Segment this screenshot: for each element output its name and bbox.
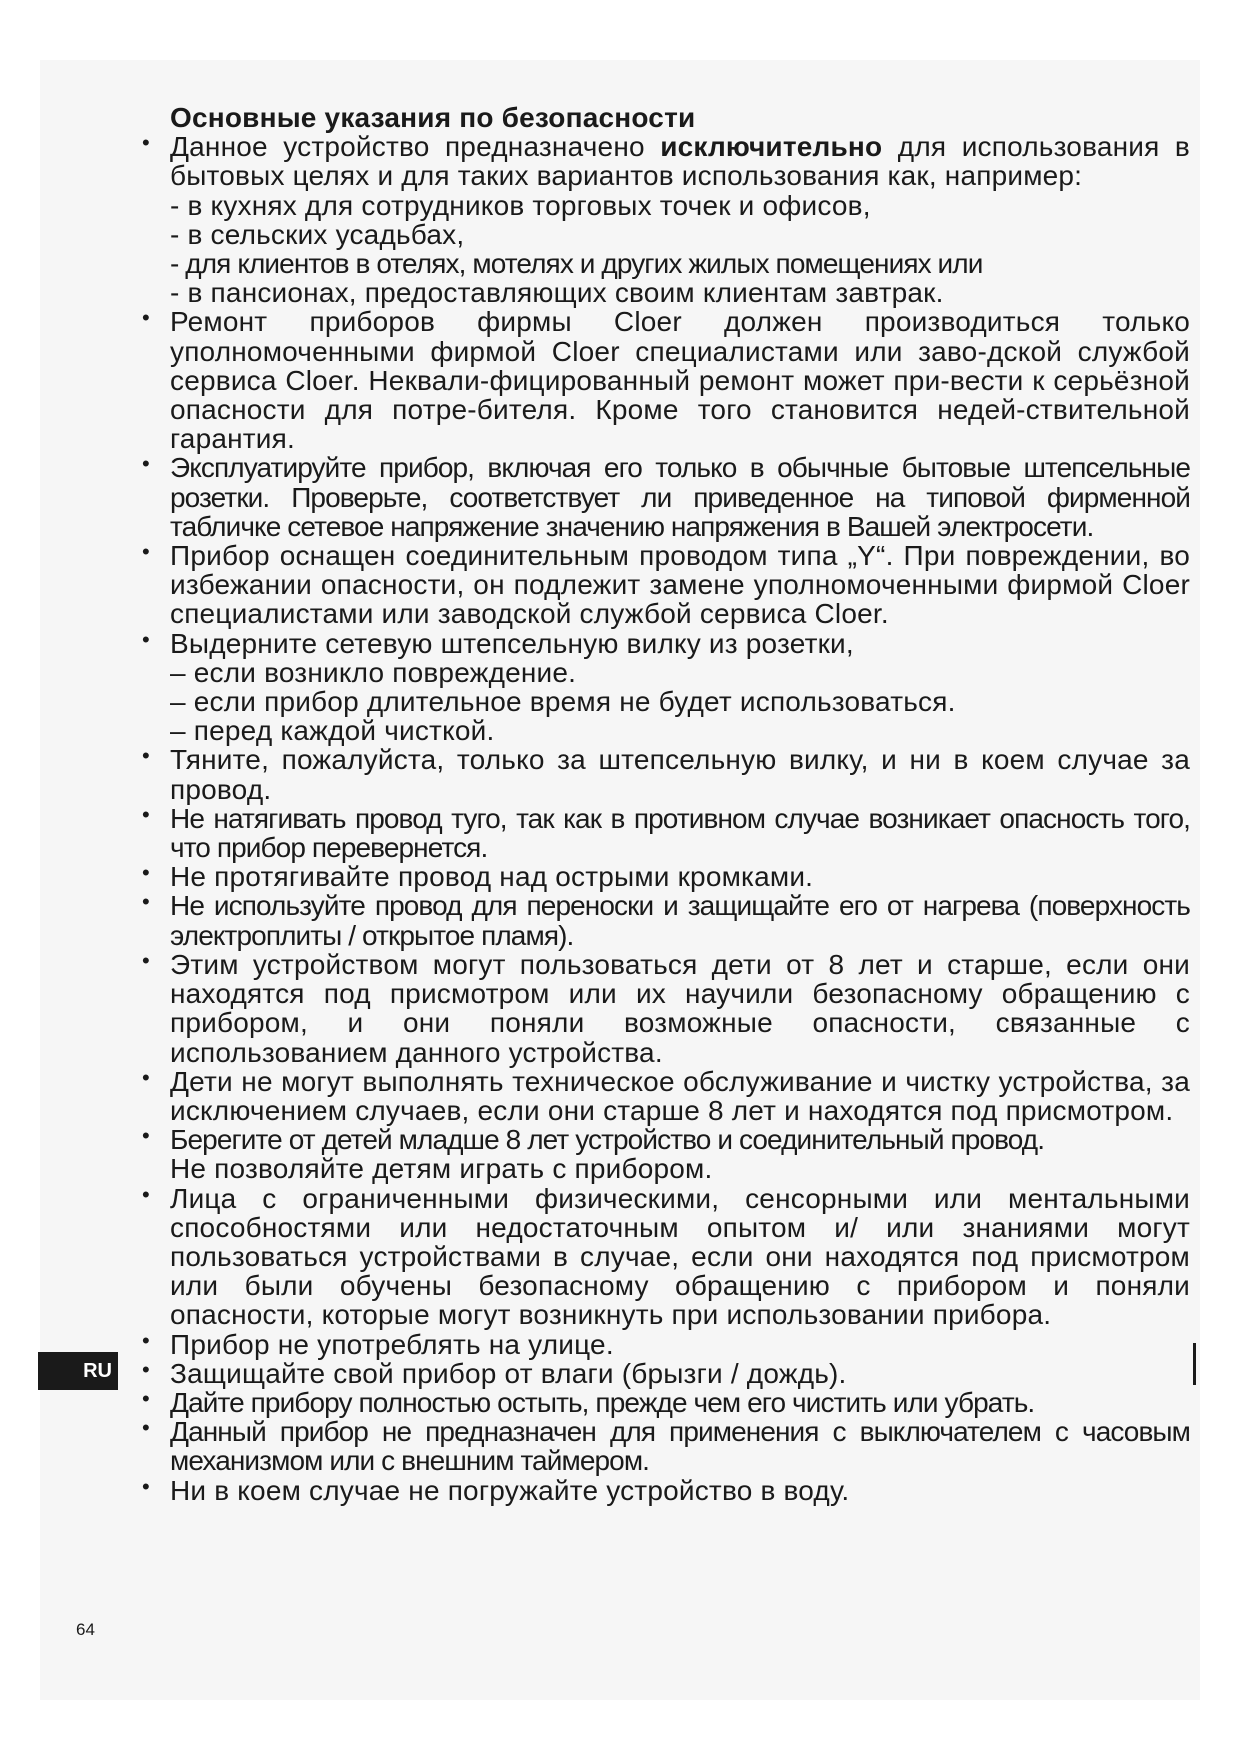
list-item: • Не протягивайте провод над острыми кромками. [170, 862, 1190, 891]
item-emphasis: исключительно [660, 131, 883, 163]
list-item: • Не используйте провод для переноски и защищайте его от нагрева (поверхность электроплиты / открытое пламя). [170, 891, 1190, 949]
item-text: • Берегите от детей младше 8 лет устройство и соединительный провод. [170, 1124, 1045, 1156]
sub-item: - для клиентов в отелях, мотелях и других жилых помещениях или [170, 248, 983, 280]
list-item: • Дети не могут выполнять техническое обслуживание и чистку устройства, за исключением случаев, если они старше 8 лет и находятся под присмотром. [170, 1067, 1190, 1125]
list-item: • Прибор оснащен соединительным проводом типа „Y“. При повреждении, во избежании опасности, он подлежит замене уполномоченными фирмой Cloer специалистами или заводской службой сервиса Cloer. [170, 541, 1190, 629]
list-item: • Дайте прибору полностью остыть, прежде чем его чистить или убрать. [170, 1388, 1190, 1417]
list-item: • Этим устройством могут пользоваться дети от 8 лет и старше, если они находятся под присмотром или их научили безопасному обращению с прибором, и они поняли возможные опасности, связанные с использованием данного устройства. [170, 950, 1190, 1067]
language-tab: RU [38, 1352, 118, 1390]
item-text: Не позволяйте детям играть с прибором. [170, 1153, 713, 1185]
list-item: • Эксплуатируйте прибор, включая его только в обычные бытовые штепсельные розетки. Проверьте, соответствует ли приведенное на типовой фирменной табличке сетевое напряжение значению напряжения в Вашей электросети. [170, 453, 1190, 541]
sub-item: – перед каждой чисткой. [170, 715, 495, 747]
list-item [170, 132, 1190, 307]
list-item: • Данный прибор не предназначен для применения с выключателем с часовым механизмом или с внешним таймером. [170, 1417, 1190, 1475]
page-title: Основные указания по безопасности [170, 102, 696, 133]
list-item: • Защищайте свой прибор от влаги (брызги / дождь). [170, 1359, 1190, 1388]
item-text: • Выдерните сетевую штепсельную вилку из розетки, [170, 627, 854, 659]
safety-list [170, 132, 1190, 1505]
list-item [170, 629, 1190, 746]
sub-item: - в кухнях для сотрудников торговых точек и офисов, [170, 189, 871, 221]
item-text: Данное устройство предназначено [170, 131, 661, 163]
item-text: для использования в бытовых целях и для таких вариантов использования как, например: [170, 131, 1190, 192]
edge-marker [1193, 1343, 1196, 1385]
list-item: • Лица с ограниченными физическими, сенсорными или ментальными способностями или недостаточным опытом и/ или знаниями могут пользоваться устройствами в случае, если они находятся под присмотром или были обучены безопасному обращению с прибором и поняли опасности, которые могут возникнуть при использовании прибора. [170, 1184, 1190, 1330]
sub-item: - в сельских усадьбах, [170, 218, 465, 250]
list-item: • Прибор не употреблять на улице. [170, 1330, 1190, 1359]
list-item [170, 1125, 1190, 1183]
sub-item: – если прибор длительное время не будет использоваться. [170, 686, 956, 718]
list-item: • Ни в коем случае не погружайте устройство в воду. [170, 1476, 1190, 1505]
sub-item: - в пансионах, предоставляющих своим клиентам завтрак. [170, 277, 944, 309]
list-item: • Тяните, пожалуйста, только за штепсельную вилку, и ни в коем случае за провод. [170, 745, 1190, 803]
safety-instructions [170, 103, 1190, 1505]
page-number: 64 [76, 1620, 95, 1639]
list-item: • Ремонт приборов фирмы Cloer должен производиться только уполномоченными фирмой Cloer специалистами или заво-дской службой сервиса Cloer. Неквали-фицированный ремонт может при-вести к серьёзной опасности для потре-бителя. Кроме того становится недей-ствительной гарантия. [170, 307, 1190, 453]
list-item: • Не натягивать провод туго, так как в противном случае возникает опасность того, что прибор перевернется. [170, 804, 1190, 862]
sub-item: – если возникло повреждение. [170, 656, 577, 688]
